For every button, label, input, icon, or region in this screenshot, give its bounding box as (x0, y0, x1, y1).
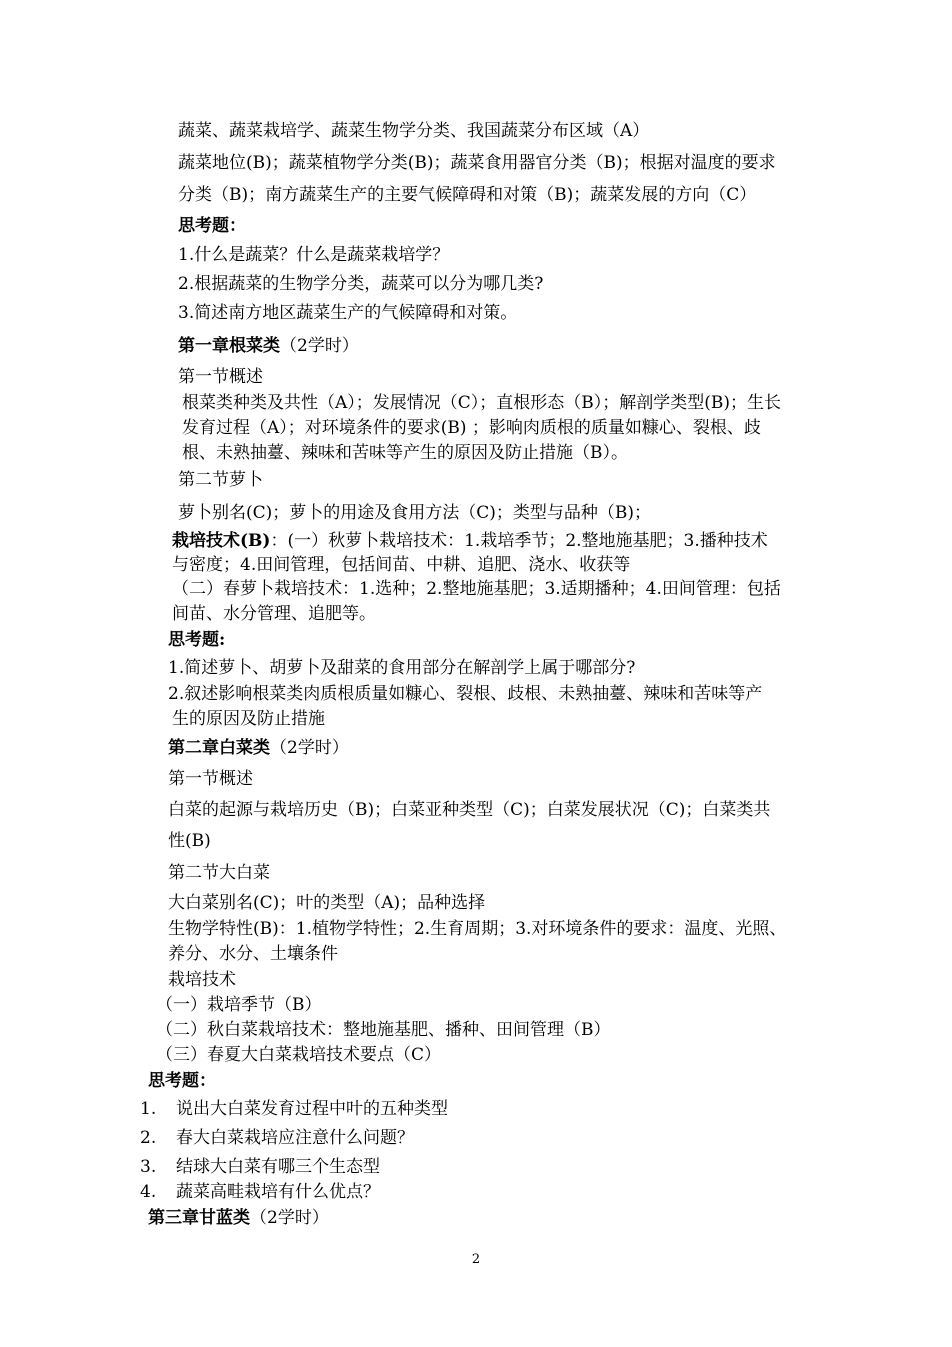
list-item-text: 春大白菜栽培应注意什么问题？ (176, 1128, 414, 1148)
list-item-text: 结球大白菜有哪三个生态型 (176, 1157, 380, 1177)
intro-question-2: 2.根据蔬菜的生物学分类，蔬菜可以分为哪几类? (178, 274, 544, 294)
intro-question-1: 1.什么是蔬菜？什么是蔬菜栽培学？ (178, 245, 450, 265)
ch1-section-2-line-3: 与密度；4.田间管理，包括间苗、中耕、追肥、浇水、收获等 (172, 555, 631, 575)
ch2-think-title: 思考题： (148, 1071, 216, 1091)
list-item (140, 1181, 380, 1203)
list-item-number: 4. (140, 1182, 157, 1202)
ch1-question-1: 1.简述萝卜、胡萝卜及甜菜的食用部分在解剖学上属于哪部分? (168, 658, 636, 678)
intro-question-3: 3.简述南方地区蔬菜生产的气候障碍和对策。 (178, 303, 518, 323)
ch1-section-2-line-2 (172, 530, 768, 552)
ch1-section-2-line-1: 萝卜别名(C)；萝卜的用途及食用方法（C)；类型与品种（B)； (178, 503, 652, 523)
chapter-2-heading (168, 737, 349, 759)
ch2-section-1-line-2: 性(B) (168, 831, 211, 851)
chapter-1-title: 第一章根菜类 (178, 336, 280, 356)
ch2-tech-item-1: （一）栽培季节（B） (156, 995, 322, 1015)
ch2-tech-item-2: （二）秋白菜栽培技术：整地施基肥、播种、田间管理（B） (156, 1020, 611, 1040)
ch2-section-2-line-1: 大白菜别名(C)；叶的类型（A)；品种选择 (168, 893, 486, 913)
ch2-section-2-line-3: 养分、水分、土壤条件 (168, 944, 338, 964)
chapter-3-heading (148, 1207, 329, 1229)
ch2-section-1-line-1: 白菜的起源与栽培历史（B)；白菜亚种类型（C)；白菜发展状况（C)；白菜类共 (168, 800, 771, 820)
chapter-1-heading (178, 335, 359, 357)
ch1-section-2-line-5: 间苗、水分管理、追肥等。 (172, 604, 376, 624)
intro-line-3: 分类（B)；南方蔬菜生产的主要气候障碍和对策（B)；蔬菜发展的方向（C） (178, 185, 757, 205)
ch1-question-2b: 生的原因及防止措施 (172, 709, 325, 729)
ch1-question-2a: 2.叙述影响根菜类肉质根质量如糠心、裂根、歧根、未熟抽薹、辣味和苦味等产 (168, 684, 763, 704)
intro-line-2: 蔬菜地位(B)；蔬菜植物学分类(B)；蔬菜食用器官分类（B)；根据对温度的要求 (178, 153, 776, 173)
intro-line-1: 蔬菜、蔬菜栽培学、蔬菜生物学分类、我国蔬菜分布区域（A） (178, 121, 650, 141)
list-item-number: 1. (140, 1099, 157, 1119)
list-item-text: 说出大白菜发育过程中叶的五种类型 (176, 1099, 448, 1119)
chapter-2-hours: （2学时） (270, 738, 349, 758)
chapter-3-hours: （2学时） (250, 1208, 329, 1228)
ch2-section-2-title: 第二节大白菜 (168, 863, 270, 883)
ch1-section-1-line-1: 根菜类种类及共性（A）；发展情况（C）；直根形态（B）；解剖学类型(B)；生长 (182, 393, 782, 413)
ch2-section-2-line-2: 生物学特性(B)：1.植物学特性；2.生育周期；3.对环境条件的要求：温度、光照、 (168, 919, 787, 939)
list-item-text: 蔬菜高畦栽培有什么优点？ (176, 1182, 380, 1202)
ch1-section-1-line-3: 根、未熟抽薹、辣味和苦味等产生的原因及防止措施（B）。 (182, 443, 628, 463)
list-item (140, 1098, 448, 1120)
ch1-section-2-line-4: （二）春萝卜栽培技术：1.选种；2.整地施基肥；3.适期播种；4.田间管理：包括 (172, 579, 781, 599)
list-item (140, 1156, 380, 1178)
page-number: 2 (471, 1252, 481, 1267)
ch1-section-1-title: 第一节概述 (178, 367, 263, 387)
cultivation-tech-label: 栽培技术(B) (172, 531, 271, 551)
ch1-think-title: 思考题: (168, 630, 226, 650)
cultivation-tech-text: ：(一）秋萝卜栽培技术：1.栽培季节；2.整地施基肥；3.播种技术 (270, 531, 768, 551)
list-item-number: 2. (140, 1128, 157, 1148)
chapter-3-title: 第三章甘蓝类 (148, 1208, 250, 1228)
ch1-section-1-line-2: 发育过程（A）；对环境条件的要求(B) ；影响肉质根的质量如糠心、裂根、歧 (182, 418, 761, 438)
ch1-section-2-title: 第二节萝卜 (178, 470, 263, 490)
ch2-section-1-title: 第一节概述 (168, 769, 253, 789)
chapter-2-title: 第二章白菜类 (168, 738, 270, 758)
list-item (140, 1127, 414, 1149)
ch2-tech-item-3: （三）春夏大白菜栽培技术要点（C） (156, 1045, 442, 1065)
chapter-1-hours: （2学时） (280, 336, 359, 356)
intro-think-title: 思考题： (178, 216, 246, 236)
ch2-tech-title: 栽培技术 (168, 970, 236, 990)
list-item-number: 3. (140, 1157, 157, 1177)
